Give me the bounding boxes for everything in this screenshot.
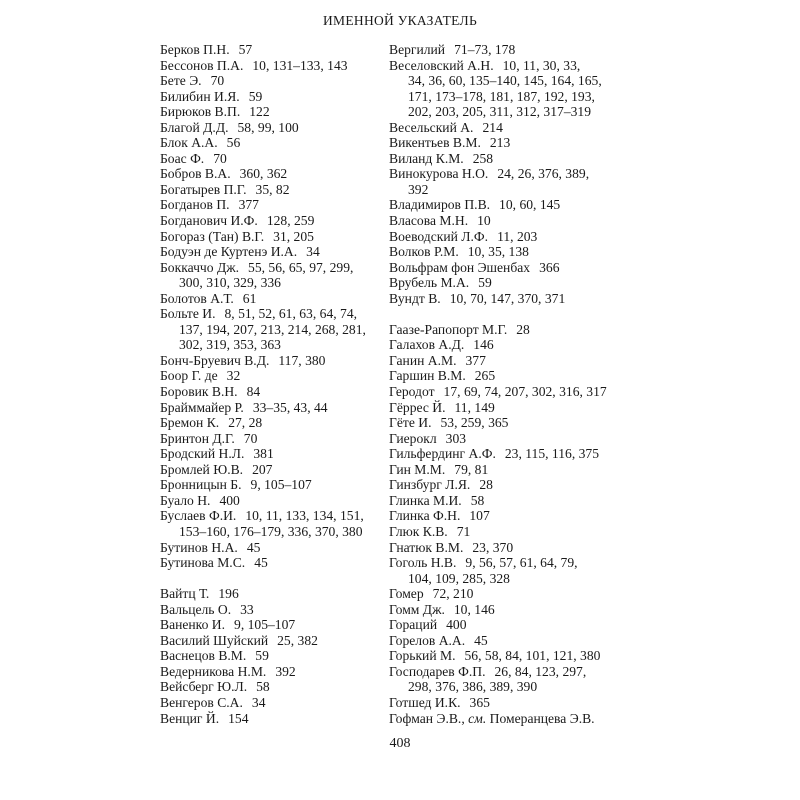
entry-name: Горький М.: [389, 648, 456, 664]
page-refs: 10: [477, 213, 491, 229]
page-refs: 56, 58, 84, 101, 121, 380: [464, 648, 601, 664]
page-refs: 45: [474, 632, 488, 648]
index-entry: [160, 664, 375, 680]
index-entry: [160, 89, 375, 105]
entry-name: Васнецов В.М.: [160, 648, 247, 664]
index-entry: [160, 384, 375, 400]
page-refs-continued: 392: [408, 181, 429, 197]
page-refs: 58, 99, 100: [237, 119, 299, 135]
index-entry: [389, 617, 639, 633]
entry-name: Гомм Дж.: [389, 601, 445, 617]
index-entry: [389, 120, 639, 136]
index-entry: [389, 197, 639, 213]
index-entry: [389, 493, 639, 509]
index-entry: [160, 633, 375, 649]
index-entry: [389, 400, 639, 416]
entry-name: Глюк К.В.: [389, 523, 448, 539]
index-entry: [389, 524, 639, 540]
index-entry: [389, 291, 639, 307]
page-refs: 128, 259: [266, 213, 315, 229]
page-refs: 34: [306, 244, 320, 260]
page-refs-continued: 298, 376, 386, 389, 390: [408, 679, 538, 695]
index-entry: [160, 540, 375, 556]
entry-name: Господарев Ф.П.: [389, 663, 486, 679]
entry-name: Бромлей Ю.В.: [160, 461, 244, 477]
page-refs-continued: 153–160, 176–179, 336, 370, 380: [179, 523, 363, 539]
index-entry: [160, 166, 375, 182]
page-refs: 377: [465, 352, 486, 368]
entry-name: Бутинов Н.А.: [160, 539, 238, 555]
index-entry: [160, 617, 375, 633]
index-entry: [389, 151, 639, 167]
see-target: Померанцева Э.В.: [489, 710, 595, 726]
index-entry: [389, 368, 639, 384]
index-entry: [160, 508, 375, 539]
page-refs: 117, 380: [278, 352, 326, 368]
index-entry: [160, 151, 375, 167]
entry-name: Бродский Н.Л.: [160, 446, 245, 462]
page-refs: 10, 11, 30, 33,: [502, 57, 581, 73]
entry-name: Бутинова М.С.: [160, 555, 246, 571]
entry-name: Гораций: [389, 617, 438, 633]
page-refs: 27, 28: [228, 415, 263, 431]
page-refs: 10, 146: [453, 601, 495, 617]
index-entry: [160, 260, 375, 291]
entry-name: Бирюков В.П.: [160, 104, 241, 120]
page-refs: 59: [255, 648, 269, 664]
index-entry: [160, 586, 375, 602]
index-entry: [160, 368, 375, 384]
index-entry: [160, 58, 375, 74]
page-refs: 23, 115, 116, 375: [504, 446, 600, 462]
page-refs-continued: 104, 109, 285, 328: [408, 570, 510, 586]
index-entry: [160, 602, 375, 618]
index-entry: [160, 104, 375, 120]
index-entry: [160, 182, 375, 198]
page-refs: 154: [228, 710, 249, 726]
entry-name: Бессонов П.А.: [160, 57, 244, 73]
page-number: 408: [389, 736, 411, 751]
index-entry: [389, 415, 639, 431]
page-refs: 24, 26, 376, 389,: [497, 166, 590, 182]
page-refs: 360, 362: [239, 166, 288, 182]
entry-name: Боккаччо Дж.: [160, 259, 240, 275]
entry-name: Бремон К.: [160, 415, 220, 431]
index-entry: [160, 306, 375, 353]
index-entry: [160, 555, 375, 571]
entry-name: Боас Ф.: [160, 150, 205, 166]
page-refs: 70: [210, 73, 225, 89]
page-refs: 107: [469, 508, 490, 524]
entry-name: Гин М.М.: [389, 461, 446, 477]
entry-name: Билибин И.Я.: [160, 88, 240, 104]
page-refs: 70: [213, 150, 227, 166]
entry-name: Гиерокл: [389, 430, 437, 446]
index-entry: [160, 120, 375, 136]
entry-name: Гёррес Й.: [389, 399, 446, 415]
index-entry: [160, 400, 375, 416]
entry-name: Гофман Э.В.,: [389, 710, 465, 726]
section-gap: [160, 571, 375, 587]
index-entry: [389, 229, 639, 245]
page-refs: 377: [238, 197, 259, 213]
index-entry: [160, 415, 375, 431]
entry-name: Весельский А.: [389, 119, 474, 135]
entry-name: Глинка М.И.: [389, 492, 462, 508]
entry-name: Горелов А.А.: [389, 632, 466, 648]
index-entry: [389, 540, 639, 556]
index-entry: [389, 135, 639, 151]
index-entry: [160, 431, 375, 447]
page-refs: 79, 81: [454, 461, 489, 477]
page-refs: 55, 56, 65, 97, 299,: [248, 259, 354, 275]
index-entry: [160, 695, 375, 711]
entry-name: Богданов П.: [160, 197, 230, 213]
entry-name: Ведерникова Н.М.: [160, 663, 267, 679]
entry-name: Берков П.Н.: [160, 42, 230, 57]
entry-name: Готшед И.К.: [389, 694, 461, 710]
index-column-left: [160, 42, 375, 726]
index-entry: [389, 633, 639, 649]
page-refs: 265: [474, 368, 496, 384]
page-refs: 17, 69, 74, 207, 302, 316, 317: [443, 384, 607, 400]
page-refs: 23, 370: [472, 539, 514, 555]
page-refs: 10, 35, 138: [467, 244, 529, 260]
page-refs: 11, 149: [454, 399, 495, 415]
index-entry: [389, 213, 639, 229]
entry-name: Гнатюк В.М.: [389, 539, 464, 555]
page-refs: 9, 56, 57, 61, 64, 79,: [465, 555, 578, 571]
page-refs: 45: [246, 539, 261, 555]
index-entry: [389, 586, 639, 602]
page-refs: 10, 60, 145: [499, 197, 561, 213]
running-header: ИМЕННОЙ УКАЗАТЕЛЬ: [323, 13, 477, 28]
page-refs-continued: 202, 203, 205, 311, 312, 317–319: [408, 104, 592, 120]
entry-name: Гинзбург Л.Я.: [389, 477, 471, 493]
index-entry: [389, 58, 639, 120]
page-refs: 45: [254, 555, 268, 571]
page-refs: 32: [226, 368, 241, 384]
index-entry: [389, 42, 639, 58]
page-refs: 10, 11, 133, 134, 151,: [245, 508, 364, 524]
entry-name: Галахов А.Д.: [389, 337, 465, 353]
entry-name: Виланд К.М.: [389, 150, 464, 166]
index-entry: [160, 711, 375, 727]
entry-name: Власова М.Н.: [389, 213, 469, 229]
entry-name: Гоголь Н.В.: [389, 555, 457, 571]
page-refs: 9, 105–107: [250, 477, 312, 493]
page-refs: 58: [470, 492, 485, 508]
index-entry: [389, 322, 639, 338]
page-refs: 400: [219, 492, 240, 508]
page-refs: 71–73, 178: [454, 42, 516, 57]
index-entry: [389, 260, 639, 276]
page-refs: 213: [489, 135, 511, 151]
page-refs: 28: [516, 321, 530, 337]
page-refs: 11, 203: [497, 228, 538, 244]
page-refs-continued: 171, 173–178, 181, 187, 192, 193,: [408, 88, 595, 104]
entry-name: Вайтц Т.: [160, 586, 210, 602]
entry-name: Вергилий: [389, 42, 446, 57]
page-refs: 72, 210: [432, 586, 474, 602]
index-entry: [389, 384, 639, 400]
index-entry: [389, 664, 639, 695]
index-entry: [160, 679, 375, 695]
page-refs: 400: [446, 617, 467, 633]
entry-name: Вольфрам фон Эшенбах: [389, 259, 531, 275]
entry-name: Бодуэн де Куртенэ И.А.: [160, 244, 298, 260]
entry-name: Винокурова Н.О.: [389, 166, 489, 182]
page-refs-continued: 302, 319, 353, 363: [179, 337, 281, 353]
page-refs: 53, 259, 365: [440, 415, 509, 431]
index-column-right: [389, 42, 639, 726]
page-refs: 57: [238, 42, 253, 57]
page-refs: 365: [469, 694, 490, 710]
index-entry: [160, 197, 375, 213]
entry-name: Вейсберг Ю.Л.: [160, 679, 248, 695]
index-entry: [389, 166, 639, 197]
index-entry: [389, 244, 639, 260]
index-entry: [160, 446, 375, 462]
entry-name: Бобров В.А.: [160, 166, 231, 182]
entry-name: Вальцель О.: [160, 601, 232, 617]
page-refs: 33–35, 43, 44: [252, 399, 328, 415]
index-entry: [389, 477, 639, 493]
page-refs: 303: [445, 430, 467, 446]
page-refs-continued: 34, 36, 60, 135–140, 145, 164, 165,: [408, 73, 602, 89]
index-entry: [389, 446, 639, 462]
entry-name: Венциг Й.: [160, 710, 220, 726]
page-refs: 258: [472, 150, 494, 166]
index-entry: [389, 431, 639, 447]
index-entry: [389, 275, 639, 291]
page-refs: 70: [243, 430, 258, 446]
entry-name: Буало Н.: [160, 492, 211, 508]
page-refs: 26, 84, 123, 297,: [494, 663, 587, 679]
page-refs: 34: [251, 694, 266, 710]
page-refs: 196: [218, 586, 239, 602]
entry-name: Боор Г. де: [160, 368, 218, 384]
index-entry: [389, 508, 639, 524]
index-entry: [160, 477, 375, 493]
page-refs: 25, 382: [277, 632, 318, 648]
entry-name: Волков Р.М.: [389, 244, 459, 260]
index-entry: [160, 648, 375, 664]
index-entry: [160, 42, 375, 58]
page-refs: 61: [242, 290, 257, 306]
entry-name: Веселовский А.Н.: [389, 57, 494, 73]
page-refs: 84: [246, 384, 261, 400]
page-refs: 31, 205: [273, 228, 314, 244]
entry-name: Ганин А.М.: [389, 352, 457, 368]
entry-name: Василий Шуйский: [160, 632, 269, 648]
entry-name: Бринтон Д.Г.: [160, 430, 235, 446]
entry-name: Брайммайер Р.: [160, 399, 244, 415]
index-entry: [160, 244, 375, 260]
entry-name: Блок А.А.: [160, 135, 218, 151]
entry-name: Врубель М.А.: [389, 275, 470, 291]
entry-name: Богданович И.Ф.: [160, 213, 258, 229]
entry-name: Венгеров С.А.: [160, 694, 243, 710]
page-refs: 71: [456, 523, 471, 539]
entry-name: Глинка Ф.Н.: [389, 508, 461, 524]
page-refs-continued: 137, 194, 207, 213, 214, 268, 281,: [179, 321, 366, 337]
index-entry: [389, 648, 639, 664]
entry-name: Буслаев Ф.И.: [160, 508, 237, 524]
page-refs: 58: [256, 679, 270, 695]
page-refs: 9, 105–107: [234, 617, 296, 633]
entry-name: Богатырев П.Г.: [160, 181, 247, 197]
page-refs: 122: [249, 104, 270, 120]
page-refs: 28: [479, 477, 493, 493]
index-entry: [160, 493, 375, 509]
index-entry: [389, 555, 639, 586]
page-refs: 59: [248, 88, 263, 104]
page-refs: 33: [240, 601, 254, 617]
page-refs: 214: [482, 119, 503, 135]
page-refs: 56: [226, 135, 241, 151]
index-entry: [160, 135, 375, 151]
page-refs: 381: [253, 446, 274, 462]
page-refs: 35, 82: [255, 181, 290, 197]
page-refs: 59: [478, 275, 492, 291]
index-entry: [160, 229, 375, 245]
entry-name: Боровик В.Н.: [160, 384, 238, 400]
entry-name: Владимиров П.В.: [389, 197, 491, 213]
page-refs: 146: [473, 337, 494, 353]
page-refs: 366: [539, 259, 560, 275]
page-refs: 392: [275, 663, 296, 679]
index-entry: [160, 462, 375, 478]
index-entry: [389, 337, 639, 353]
page-refs: 10, 70, 147, 370, 371: [449, 290, 566, 306]
page-refs: 8, 51, 52, 61, 63, 64, 74,: [224, 306, 358, 322]
entry-name: Воеводский Л.Ф.: [389, 228, 489, 244]
index-entry: [160, 73, 375, 89]
entry-name: Благой Д.Д.: [160, 119, 229, 135]
page-refs: 207: [252, 461, 273, 477]
entry-name: Бете Э.: [160, 73, 202, 89]
entry-name: Ваненко И.: [160, 617, 226, 633]
entry-name: Богораз (Тан) В.Г.: [160, 228, 265, 244]
index-entry: [160, 213, 375, 229]
entry-name: Геродот: [389, 384, 435, 400]
entry-name: Викентьев В.М.: [389, 135, 481, 151]
entry-name: Больте И.: [160, 306, 216, 322]
entry-name: Бонч-Бруевич В.Д.: [160, 352, 270, 368]
index-entry: [160, 353, 375, 369]
index-entry: [389, 711, 639, 727]
index-entry: [389, 695, 639, 711]
index-entry: [389, 462, 639, 478]
entry-name: Гёте И.: [389, 415, 432, 431]
entry-name: Гаазе-Рапопорт М.Г.: [389, 321, 508, 337]
page-refs-continued: 300, 310, 329, 336: [179, 275, 281, 291]
see-reference: см.: [468, 710, 487, 726]
entry-name: Вундт В.: [389, 290, 441, 306]
entry-name: Гомер: [389, 586, 424, 602]
entry-name: Гаршин В.М.: [389, 368, 466, 384]
section-gap: [389, 306, 639, 322]
page-refs: 10, 131–133, 143: [252, 57, 348, 73]
index-entry: [389, 602, 639, 618]
index-entry: [160, 291, 375, 307]
entry-name: Болотов А.Т.: [160, 290, 234, 306]
entry-name: Бронницын Б.: [160, 477, 242, 493]
entry-name: Гильфердинг А.Ф.: [389, 446, 496, 462]
index-entry: [389, 353, 639, 369]
